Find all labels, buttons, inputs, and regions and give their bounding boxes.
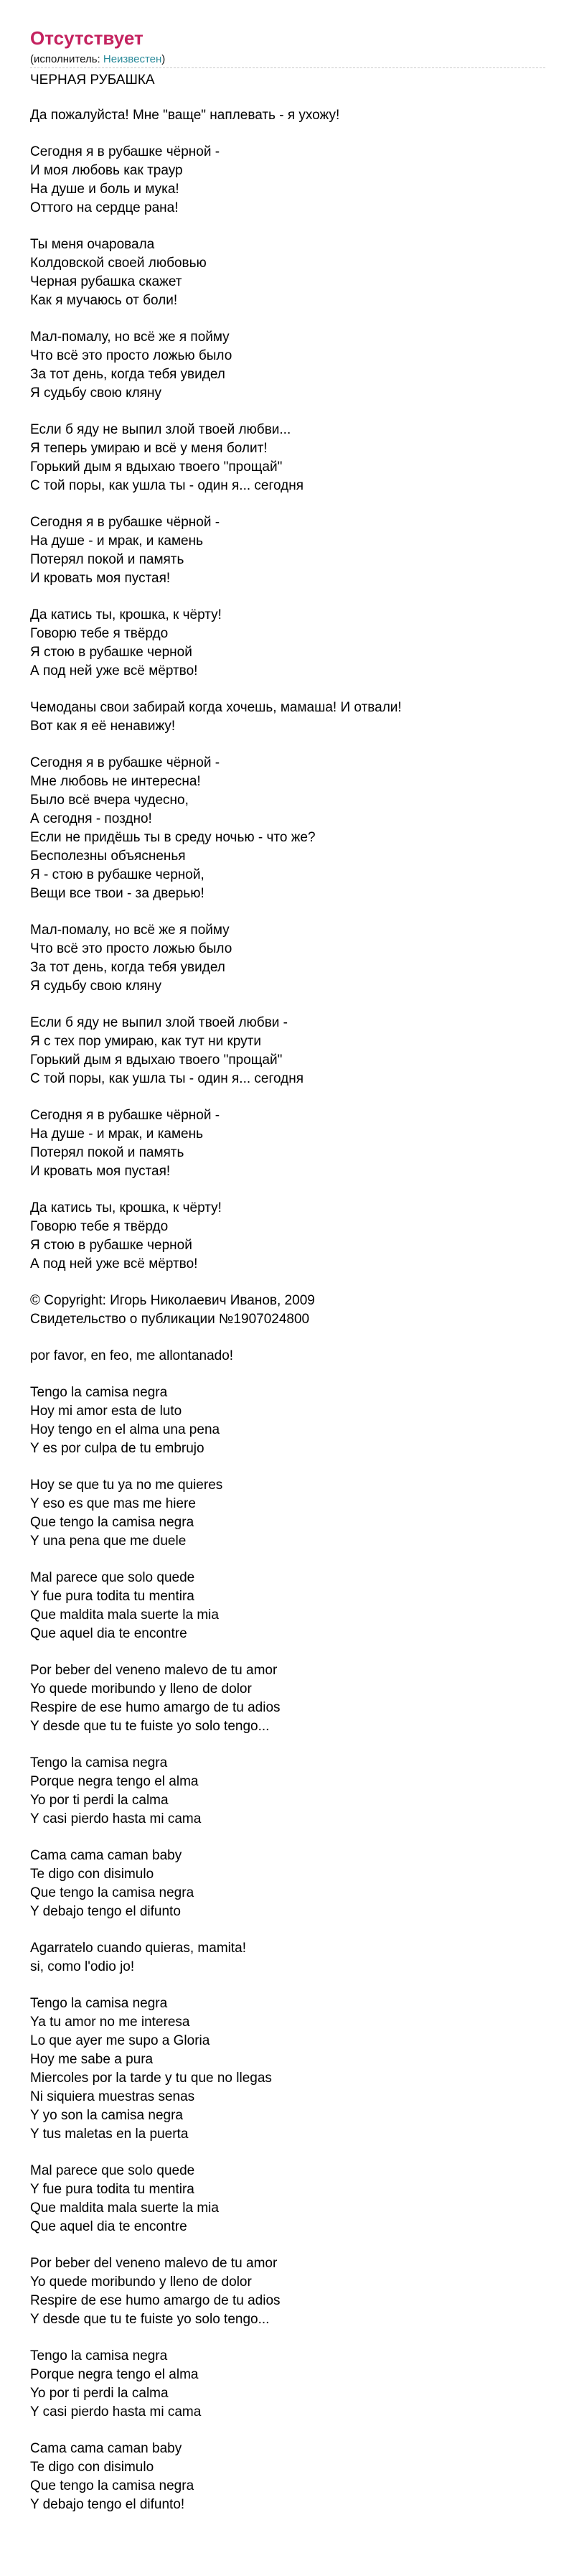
lyric-line: И кровать моя пустая! bbox=[30, 571, 171, 586]
lyric-line: Hoy mi amor esta de luto bbox=[30, 1404, 182, 1419]
lyric-line: И моя любовь как траур bbox=[30, 163, 183, 178]
stanza-gap bbox=[30, 1736, 545, 1754]
lyric-line: Мне любовь не интересна! bbox=[30, 774, 201, 789]
lyric-line: Ya tu amor no me interesa bbox=[30, 2015, 190, 2030]
divider bbox=[30, 67, 545, 68]
lyric-line: Мал-помалу, но всё же я пойму bbox=[30, 923, 230, 938]
stanza bbox=[30, 235, 545, 310]
stanza-gap bbox=[30, 1088, 545, 1106]
lyric-line: Hoy se que tu ya no me quieres bbox=[30, 1478, 223, 1493]
lyric-line: Lo que ayer me supo a Gloria bbox=[30, 2033, 210, 2048]
lyric-line: Y debajo tengo el difunto bbox=[30, 1904, 181, 1919]
lyric-line: Yo quede moribundo y lleno de dolor bbox=[30, 2274, 252, 2290]
stanza-gap bbox=[30, 1977, 545, 1994]
lyric-line: Tengo la camisa negra bbox=[30, 1755, 168, 1770]
lyric-line: Yo quede moribundo y lleno de dolor bbox=[30, 1681, 252, 1697]
lyric-line: Потерял покой и память bbox=[30, 1145, 184, 1160]
performer-line bbox=[30, 53, 545, 66]
lyric-line: Agarratelo cuando quieras, mamita! bbox=[30, 1941, 246, 1956]
stanza bbox=[30, 1847, 545, 1921]
stanza bbox=[30, 2254, 545, 2329]
lyric-line: Мал-помалу, но всё же я пойму bbox=[30, 330, 230, 345]
lyric-line: Черная рубашка скажет bbox=[30, 274, 182, 289]
lyric-line: Y fue pura todita tu mentira bbox=[30, 2182, 194, 2197]
lyric-line: Que aquel dia te encontre bbox=[30, 1626, 187, 1641]
lyric-line: Por beber del veneno malevo de tu amor bbox=[30, 1663, 278, 1678]
lyric-line: А под ней уже всё мёртво! bbox=[30, 663, 198, 678]
lyric-line: Por beber del veneno malevo de tu amor bbox=[30, 2256, 278, 2271]
lyric-line: Сегодня я в рубашке чёрной - bbox=[30, 1108, 220, 1123]
stanza-gap bbox=[30, 1551, 545, 1569]
lyric-line: Ты меня очаровала bbox=[30, 237, 155, 252]
stanza-gap bbox=[30, 1329, 545, 1347]
stanza bbox=[30, 1569, 545, 1643]
lyric-line: Горький дым я вдыхаю твоего "прощай" bbox=[30, 1053, 283, 1068]
stanza bbox=[30, 1347, 545, 1366]
lyric-line: Mal parece que solo quede bbox=[30, 2163, 195, 2178]
stanza bbox=[30, 421, 545, 495]
lyric-line: Y fue pura todita tu mentira bbox=[30, 1589, 194, 1604]
lyric-line: И кровать моя пустая! bbox=[30, 1164, 171, 1179]
stanza bbox=[30, 754, 545, 903]
lyric-line: Вещи все твои - за дверью! bbox=[30, 886, 204, 901]
lyric-line: por favor, en feo, me allontanado! bbox=[30, 1348, 234, 1363]
stanza-gap bbox=[30, 903, 545, 921]
lyric-line: Yo por ti perdi la calma bbox=[30, 1793, 169, 1808]
lyric-line: Говорю тебе я твёрдо bbox=[30, 1219, 169, 1234]
lyric-line: На душе - и мрак, и камень bbox=[30, 1126, 204, 1142]
lyric-line: Горький дым я вдыхаю твоего "прощай" bbox=[30, 459, 283, 475]
stanza bbox=[30, 106, 545, 125]
performer-suffix: ) bbox=[161, 53, 166, 65]
stanza bbox=[30, 1292, 545, 1329]
lyric-line: А сегодня - поздно! bbox=[30, 811, 152, 826]
lyric-line: Я судьбу свою кляну bbox=[30, 386, 161, 401]
lyric-line: Свидетельство о публикации №1907024800 bbox=[30, 1312, 310, 1327]
stanza-gap bbox=[30, 2422, 545, 2440]
spacer bbox=[30, 88, 545, 106]
lyric-line: Que tengo la camisa negra bbox=[30, 2478, 194, 2493]
stanza-gap bbox=[30, 218, 545, 235]
lyric-line: Ni siquiera muestras senas bbox=[30, 2089, 195, 2104]
artist-title: Отсутствует bbox=[30, 27, 144, 49]
stanza-gap bbox=[30, 1458, 545, 1476]
stanza-gap bbox=[30, 495, 545, 513]
lyric-line: Бесполезны объясненья bbox=[30, 849, 186, 864]
lyric-line: Сегодня я в рубашке чёрной - bbox=[30, 755, 220, 770]
song-title: ЧЕРНАЯ РУБАШКА bbox=[30, 73, 155, 88]
lyric-line: Говорю тебе я твёрдо bbox=[30, 626, 169, 641]
stanza-gap bbox=[30, 2144, 545, 2162]
lyric-line: На душе и боль и мука! bbox=[30, 182, 179, 197]
lyric-line: si, como l'odio jo! bbox=[30, 1959, 135, 1974]
lyric-line: Y casi pierdo hasta mi cama bbox=[30, 2404, 202, 2419]
lyric-line: Y desde que tu te fuiste yo solo tengo... bbox=[30, 1719, 270, 1734]
lyric-line: Оттого на сердце рана! bbox=[30, 200, 179, 215]
stanza-gap bbox=[30, 2236, 545, 2254]
lyric-line: Y casi pierdo hasta mi cama bbox=[30, 1811, 202, 1826]
lyric-line: Я - стою в рубашке черной, bbox=[30, 867, 204, 882]
stanza bbox=[30, 1106, 545, 1181]
stanza bbox=[30, 2440, 545, 2514]
lyric-line: Y debajo tengo el difunto! bbox=[30, 2497, 185, 2512]
lyric-line: Tengo la camisa negra bbox=[30, 2348, 168, 2363]
lyric-line: Сегодня я в рубашке чёрной - bbox=[30, 144, 220, 159]
performer-link[interactable]: Неизвестен bbox=[103, 53, 162, 65]
lyric-line: Porque negra tengo el alma bbox=[30, 2367, 199, 2382]
lyric-line: Y tus maletas en la puerta bbox=[30, 2127, 189, 2142]
lyric-line: Что всё это просто ложью было bbox=[30, 941, 232, 956]
lyric-line: Que tengo la camisa negra bbox=[30, 1885, 194, 1900]
lyric-line: Если б яду не выпил злой твоей любви - bbox=[30, 1015, 288, 1030]
lyric-line: Porque negra tengo el alma bbox=[30, 1774, 199, 1789]
stanza bbox=[30, 606, 545, 681]
lyric-line: Я теперь умираю и всё у меня болит! bbox=[30, 441, 268, 456]
stanza-gap bbox=[30, 1829, 545, 1847]
lyric-line: Miercoles por la tarde y tu que no llegas bbox=[30, 2071, 272, 2086]
stanza-gap bbox=[30, 310, 545, 328]
lyric-line: Y yo son la camisa negra bbox=[30, 2108, 183, 2123]
lyric-line: Y una pena que me duele bbox=[30, 1534, 187, 1549]
lyric-line: Y desde que tu te fuiste yo solo tengo... bbox=[30, 2312, 270, 2327]
stanza bbox=[30, 2162, 545, 2236]
stanza-gap bbox=[30, 2329, 545, 2347]
stanza-gap bbox=[30, 736, 545, 754]
lyric-line: Y es por culpa de tu embrujo bbox=[30, 1441, 204, 1456]
stanza bbox=[30, 1939, 545, 1977]
lyric-line: Да катись ты, крошка, к чёрту! bbox=[30, 607, 222, 622]
stanza bbox=[30, 143, 545, 218]
lyric-line: С той поры, как ушла ты - один я... сегодня bbox=[30, 1071, 304, 1086]
lyric-line: За тот день, когда тебя увидел bbox=[30, 367, 225, 382]
lyric-line: Чемоданы свои забирай когда хочешь, мамаша! И отвали! bbox=[30, 700, 402, 715]
lyric-line: Que maldita mala suerte la mia bbox=[30, 2201, 219, 2216]
lyric-line: Если не придёшь ты в среду ночью - что же? bbox=[30, 830, 316, 845]
lyric-line: Mal parece que solo quede bbox=[30, 1570, 195, 1585]
lyric-line: Que tengo la camisa negra bbox=[30, 1515, 194, 1530]
stanza-gap bbox=[30, 1274, 545, 1292]
lyrics-body bbox=[30, 106, 545, 2514]
lyric-line: Cama cama caman baby bbox=[30, 1848, 182, 1863]
lyric-line: С той поры, как ушла ты - один я... сегодня bbox=[30, 478, 304, 493]
lyric-line: Yo por ti perdi la calma bbox=[30, 2386, 169, 2401]
lyric-line: Hoy me sabe a pura bbox=[30, 2052, 154, 2067]
lyric-line: Tengo la camisa negra bbox=[30, 1385, 168, 1400]
lyric-line: Hoy tengo en el alma una pena bbox=[30, 1422, 220, 1437]
lyric-line: Было всё вчера чудесно, bbox=[30, 793, 189, 808]
lyric-line: Колдовской своей любовью bbox=[30, 256, 207, 271]
stanza bbox=[30, 2347, 545, 2422]
stanza-gap bbox=[30, 125, 545, 143]
lyric-line: Я стою в рубашке черной bbox=[30, 645, 192, 660]
lyric-line: Que aquel dia te encontre bbox=[30, 2219, 187, 2234]
stanza-gap bbox=[30, 588, 545, 606]
lyric-line: Tengo la camisa negra bbox=[30, 1996, 168, 2011]
stanza-gap bbox=[30, 1643, 545, 1661]
lyric-line: Y eso es que mas me hiere bbox=[30, 1496, 196, 1511]
stanza bbox=[30, 699, 545, 736]
stanza bbox=[30, 1661, 545, 1736]
lyric-line: Как я мучаюсь от боли! bbox=[30, 293, 178, 308]
stanza bbox=[30, 1476, 545, 1551]
stanza bbox=[30, 513, 545, 588]
lyric-line: Я стою в рубашке черной bbox=[30, 1238, 192, 1253]
lyric-line: Что всё это просто ложью было bbox=[30, 348, 232, 363]
lyric-line: Te digo con disimulo bbox=[30, 2460, 154, 2475]
stanza bbox=[30, 1014, 545, 1088]
stanza-gap bbox=[30, 1181, 545, 1199]
stanza bbox=[30, 1994, 545, 2144]
lyric-line: Respire de ese humo amargo de tu adios bbox=[30, 1700, 281, 1715]
lyric-line: Respire de ese humo amargo de tu adios bbox=[30, 2293, 281, 2308]
stanza bbox=[30, 1199, 545, 1274]
lyric-line: Te digo con disimulo bbox=[30, 1867, 154, 1882]
stanza-gap bbox=[30, 1921, 545, 1939]
lyric-line: Потерял покой и память bbox=[30, 552, 184, 567]
lyric-line: Если б яду не выпил злой твоей любви... bbox=[30, 422, 291, 437]
lyric-line: © Copyright: Игорь Николаевич Иванов, 2009 bbox=[30, 1293, 315, 1308]
stanza bbox=[30, 328, 545, 403]
stanza-gap bbox=[30, 996, 545, 1014]
stanza-gap bbox=[30, 681, 545, 699]
stanza bbox=[30, 1754, 545, 1829]
lyric-line: Вот как я её ненавижу! bbox=[30, 719, 176, 734]
performer-prefix: (исполнитель: bbox=[30, 53, 103, 65]
lyric-line: Я с тех пор умираю, как тут ни крути bbox=[30, 1034, 261, 1049]
stanza bbox=[30, 921, 545, 996]
lyric-line: А под ней уже всё мёртво! bbox=[30, 1256, 198, 1271]
stanza bbox=[30, 1383, 545, 1458]
lyric-line: Да катись ты, крошка, к чёрту! bbox=[30, 1200, 222, 1215]
lyric-line: Cama cama caman baby bbox=[30, 2441, 182, 2456]
lyric-line: Я судьбу свою кляну bbox=[30, 979, 161, 994]
lyric-line: Да пожалуйста! Мне "ваще" наплевать - я ухожу! bbox=[30, 108, 340, 123]
lyric-line: Сегодня я в рубашке чёрной - bbox=[30, 515, 220, 530]
lyric-line: За тот день, когда тебя увидел bbox=[30, 960, 225, 975]
lyric-line: Que maldita mala suerte la mia bbox=[30, 1607, 219, 1623]
stanza-gap bbox=[30, 403, 545, 421]
stanza-gap bbox=[30, 1366, 545, 1383]
lyric-line: На душе - и мрак, и камень bbox=[30, 533, 204, 549]
